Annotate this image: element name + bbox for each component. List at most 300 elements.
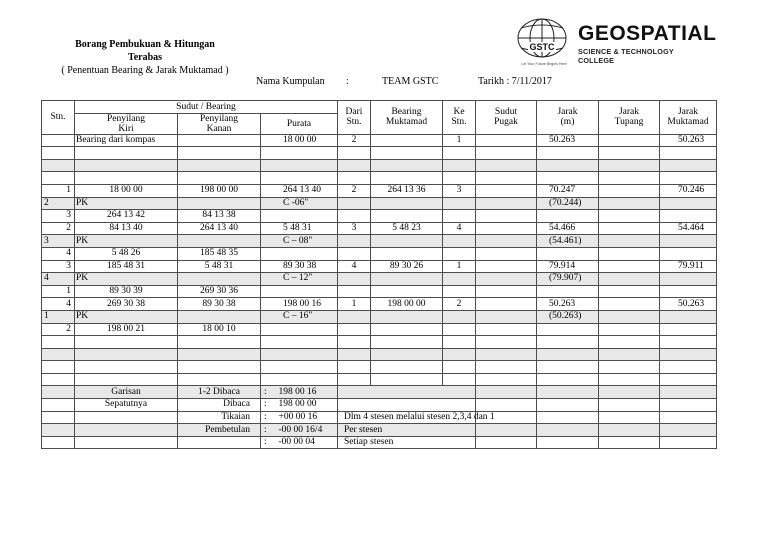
- cell-bearing-muktamad: 89 30 26: [371, 260, 443, 273]
- header-dari-stn: Dari Stn.: [338, 101, 371, 135]
- cell-penyilang-kiri: [75, 172, 178, 185]
- cell-sudut-pugak: [476, 310, 537, 323]
- table-row: [42, 260, 717, 273]
- table-row: [42, 147, 717, 160]
- cell-dari-stn: 3: [338, 222, 371, 235]
- header-ke-stn: Ke Stn.: [443, 101, 476, 135]
- cell-jarak: (54.461): [537, 235, 599, 248]
- cell-sudut-pugak: [476, 361, 537, 374]
- cell-jarak: 54.466: [537, 222, 599, 235]
- cell-bearing-muktamad: 5 48 23: [371, 222, 443, 235]
- cell-stn: 2: [42, 197, 75, 210]
- cell-penyilang-kanan: 89 30 38: [178, 298, 261, 311]
- cell-ke-stn: [443, 172, 476, 185]
- cell-bearing-muktamad: [371, 172, 443, 185]
- cell-sudut-pugak: [476, 298, 537, 311]
- cell-jarak-muktamad: [660, 247, 717, 260]
- summary-value: : 198 00 16: [261, 386, 338, 399]
- cell-ke-stn: 2: [443, 298, 476, 311]
- cell-penyilang-kiri: 89 30 39: [75, 285, 178, 298]
- summary-empty: [660, 436, 717, 449]
- cell-purata: [261, 336, 338, 349]
- cell-ke-stn: [443, 310, 476, 323]
- cell-jarak-muktamad: 79.911: [660, 260, 717, 273]
- cell-penyilang-kiri: 84 13 40: [75, 222, 178, 235]
- cell-purata: C – 08": [261, 235, 338, 248]
- header-bearing-muktamad: Bearing Muktamad: [371, 101, 443, 135]
- header-sudut-bearing: Sudut / Bearing: [75, 101, 338, 114]
- summary-row: [42, 399, 717, 412]
- cell-stn: 4: [42, 298, 75, 311]
- table-summary: [42, 386, 717, 449]
- table-row: [42, 348, 717, 361]
- cell-penyilang-kiri: PK: [75, 235, 178, 248]
- cell-penyilang-kanan: 198 00 00: [178, 184, 261, 197]
- summary-note: Setiap stesen: [338, 436, 476, 449]
- table-row: [42, 336, 717, 349]
- cell-stn: [42, 361, 75, 374]
- cell-sudut-pugak: [476, 184, 537, 197]
- cell-purata: 18 00 00: [261, 134, 338, 147]
- header-jarak-muktamad: Jarak Muktamad: [660, 101, 717, 135]
- cell-bearing-muktamad: [371, 323, 443, 336]
- college-logo: [512, 16, 717, 71]
- cell-penyilang-kanan: 269 30 36: [178, 285, 261, 298]
- cell-bearing-muktamad: [371, 134, 443, 147]
- cell-penyilang-kiri: PK: [75, 310, 178, 323]
- cell-penyilang-kanan: 185 48 35: [178, 247, 261, 260]
- cell-penyilang-kiri: 5 48 26: [75, 247, 178, 260]
- cell-purata: 198 00 16: [261, 298, 338, 311]
- cell-dari-stn: [338, 310, 371, 323]
- cell-ke-stn: [443, 247, 476, 260]
- group-label: Nama Kumpulan: [256, 76, 325, 87]
- cell-ke-stn: 1: [443, 260, 476, 273]
- cell-ke-stn: 1: [443, 134, 476, 147]
- cell-penyilang-kanan: 264 13 40: [178, 222, 261, 235]
- cell-jarak: [537, 285, 599, 298]
- cell-purata: C -06": [261, 197, 338, 210]
- cell-bearing-muktamad: [371, 197, 443, 210]
- cell-penyilang-kanan: [178, 336, 261, 349]
- cell-jarak-muktamad: [660, 361, 717, 374]
- cell-jarak: 50.263: [537, 134, 599, 147]
- summary-row: [42, 436, 717, 449]
- cell-jarak-tupang: [599, 159, 660, 172]
- cell-jarak-muktamad: 50.263: [660, 134, 717, 147]
- cell-penyilang-kiri: 18 00 00: [75, 184, 178, 197]
- cell-jarak: [537, 336, 599, 349]
- summary-label: Sepatutnya: [75, 399, 178, 412]
- cell-jarak-tupang: [599, 336, 660, 349]
- table-row: [42, 361, 717, 374]
- cell-jarak-muktamad: [660, 197, 717, 210]
- cell-dari-stn: [338, 348, 371, 361]
- summary-empty: [599, 399, 660, 412]
- summary-empty: [660, 399, 717, 412]
- cell-bearing-muktamad: [371, 235, 443, 248]
- cell-stn: 4: [42, 247, 75, 260]
- summary-value: : 198 00 00: [261, 399, 338, 412]
- table-row: [42, 172, 717, 185]
- table-row: [42, 184, 717, 197]
- cell-jarak-muktamad: [660, 373, 717, 386]
- summary-empty: [537, 411, 599, 424]
- cell-bearing-muktamad: [371, 159, 443, 172]
- summary-empty: [660, 424, 717, 437]
- cell-jarak-tupang: [599, 260, 660, 273]
- cell-jarak-tupang: [599, 361, 660, 374]
- cell-bearing-muktamad: [371, 147, 443, 160]
- cell-bearing-muktamad: [371, 336, 443, 349]
- cell-purata: C – 12": [261, 273, 338, 286]
- cell-penyilang-kiri: 185 48 31: [75, 260, 178, 273]
- table-row: [42, 298, 717, 311]
- summary-empty-stn: [42, 399, 75, 412]
- summary-empty: [599, 424, 660, 437]
- summary-empty: [660, 411, 717, 424]
- cell-jarak-tupang: [599, 310, 660, 323]
- cell-jarak: (79.907): [537, 273, 599, 286]
- cell-penyilang-kiri: PK: [75, 197, 178, 210]
- cell-jarak-muktamad: [660, 348, 717, 361]
- summary-label: [75, 436, 178, 449]
- cell-bearing-muktamad: [371, 273, 443, 286]
- cell-stn: [42, 373, 75, 386]
- summary-empty: [476, 436, 537, 449]
- table-row: [42, 159, 717, 172]
- header-sudut-pugak: Sudut Pugak: [476, 101, 537, 135]
- cell-jarak-muktamad: [660, 172, 717, 185]
- group-value: TEAM GSTC: [382, 76, 439, 87]
- cell-bearing-muktamad: 264 13 36: [371, 184, 443, 197]
- cell-jarak-muktamad: [660, 336, 717, 349]
- cell-jarak-tupang: [599, 184, 660, 197]
- summary-name: 1-2 Dibaca: [178, 386, 261, 399]
- cell-penyilang-kiri: [75, 361, 178, 374]
- cell-penyilang-kanan: 18 00 10: [178, 323, 261, 336]
- summary-label: Garisan: [75, 386, 178, 399]
- cell-ke-stn: 4: [443, 222, 476, 235]
- cell-stn: 3: [42, 235, 75, 248]
- cell-penyilang-kiri: [75, 373, 178, 386]
- cell-penyilang-kanan: [178, 134, 261, 147]
- header-jarak-tupang: Jarak Tupang: [599, 101, 660, 135]
- cell-jarak-tupang: [599, 373, 660, 386]
- cell-stn: 3: [42, 260, 75, 273]
- cell-purata: [261, 323, 338, 336]
- cell-jarak: [537, 172, 599, 185]
- cell-stn: 1: [42, 285, 75, 298]
- cell-penyilang-kanan: [178, 310, 261, 323]
- cell-dari-stn: [338, 336, 371, 349]
- cell-jarak-tupang: [599, 134, 660, 147]
- cell-stn: [42, 336, 75, 349]
- cell-sudut-pugak: [476, 197, 537, 210]
- cell-jarak: (70.244): [537, 197, 599, 210]
- cell-jarak-tupang: [599, 298, 660, 311]
- cell-penyilang-kiri: 198 00 21: [75, 323, 178, 336]
- summary-name: [178, 436, 261, 449]
- cell-penyilang-kanan: [178, 172, 261, 185]
- table-row: [42, 210, 717, 223]
- summary-note: [338, 399, 476, 412]
- cell-purata: 89 30 38: [261, 260, 338, 273]
- cell-dari-stn: [338, 197, 371, 210]
- summary-empty: [476, 399, 537, 412]
- table-body: [42, 134, 717, 386]
- cell-purata: [261, 285, 338, 298]
- cell-jarak-tupang: [599, 222, 660, 235]
- summary-value: : -00 00 04: [261, 436, 338, 449]
- cell-stn: 1: [42, 310, 75, 323]
- cell-dari-stn: [338, 247, 371, 260]
- cell-ke-stn: [443, 210, 476, 223]
- cell-penyilang-kanan: 84 13 38: [178, 210, 261, 223]
- cell-ke-stn: [443, 323, 476, 336]
- cell-ke-stn: [443, 147, 476, 160]
- cell-purata: C – 16": [261, 310, 338, 323]
- cell-stn: [42, 159, 75, 172]
- cell-dari-stn: [338, 285, 371, 298]
- table-row: [42, 134, 717, 147]
- summary-empty-stn: [42, 386, 75, 399]
- table-row: [42, 310, 717, 323]
- cell-purata: 264 13 40: [261, 184, 338, 197]
- summary-value: : +00 00 16: [261, 411, 338, 424]
- cell-bearing-muktamad: [371, 361, 443, 374]
- cell-stn: 1: [42, 184, 75, 197]
- cell-penyilang-kanan: [178, 373, 261, 386]
- cell-penyilang-kanan: [178, 197, 261, 210]
- cell-sudut-pugak: [476, 273, 537, 286]
- cell-penyilang-kiri: [75, 159, 178, 172]
- cell-sudut-pugak: [476, 373, 537, 386]
- cell-jarak-muktamad: [660, 147, 717, 160]
- cell-jarak-tupang: [599, 197, 660, 210]
- summary-empty: [599, 386, 660, 399]
- cell-penyilang-kanan: [178, 273, 261, 286]
- table-header: [42, 101, 717, 135]
- cell-sudut-pugak: [476, 285, 537, 298]
- summary-row: [42, 424, 717, 437]
- cell-ke-stn: [443, 197, 476, 210]
- cell-jarak: [537, 323, 599, 336]
- cell-purata: [261, 172, 338, 185]
- cell-penyilang-kanan: [178, 235, 261, 248]
- cell-purata: [261, 159, 338, 172]
- cell-jarak-tupang: [599, 323, 660, 336]
- cell-purata: [261, 147, 338, 160]
- cell-penyilang-kiri: 269 30 38: [75, 298, 178, 311]
- summary-name: Pembetulan: [178, 424, 261, 437]
- summary-empty: [537, 424, 599, 437]
- cell-ke-stn: [443, 348, 476, 361]
- table-row: [42, 373, 717, 386]
- cell-penyilang-kiri: [75, 147, 178, 160]
- cell-jarak: [537, 147, 599, 160]
- cell-penyilang-kanan: [178, 147, 261, 160]
- cell-purata: [261, 247, 338, 260]
- cell-jarak: [537, 361, 599, 374]
- cell-dari-stn: 1: [338, 298, 371, 311]
- cell-dari-stn: [338, 323, 371, 336]
- table-row: [42, 247, 717, 260]
- cell-purata: [261, 210, 338, 223]
- cell-dari-stn: [338, 373, 371, 386]
- cell-purata: 5 48 31: [261, 222, 338, 235]
- header-purata: Purata: [261, 113, 338, 134]
- cell-penyilang-kanan: [178, 159, 261, 172]
- cell-bearing-muktamad: [371, 373, 443, 386]
- cell-stn: 3: [42, 210, 75, 223]
- cell-dari-stn: 4: [338, 260, 371, 273]
- cell-dari-stn: [338, 159, 371, 172]
- cell-purata: [261, 373, 338, 386]
- cell-jarak-muktamad: [660, 285, 717, 298]
- cell-dari-stn: [338, 210, 371, 223]
- cell-penyilang-kiri: [75, 348, 178, 361]
- cell-jarak: (50.263): [537, 310, 599, 323]
- summary-value: : -00 00 16/4: [261, 424, 338, 437]
- summary-row: [42, 386, 717, 399]
- cell-penyilang-kiri: [75, 336, 178, 349]
- logo-brand: GEOSPATIAL: [578, 22, 717, 45]
- cell-penyilang-kiri: 264 13 42: [75, 210, 178, 223]
- cell-penyilang-kiri: PK: [75, 273, 178, 286]
- globe-emblem-icon: [512, 16, 576, 62]
- cell-jarak-muktamad: 54.464: [660, 222, 717, 235]
- cell-jarak-muktamad: [660, 273, 717, 286]
- summary-empty-stn: [42, 424, 75, 437]
- cell-sudut-pugak: [476, 172, 537, 185]
- cell-dari-stn: 2: [338, 184, 371, 197]
- summary-empty: [537, 436, 599, 449]
- cell-jarak-muktamad: 50.263: [660, 298, 717, 311]
- traverse-table: [41, 100, 717, 449]
- group-separator: :: [346, 76, 349, 87]
- header-penyilang-kanan: Penyilang Kanan: [178, 113, 261, 134]
- cell-dari-stn: [338, 235, 371, 248]
- header-jarak-m: Jarak (m): [537, 101, 599, 135]
- cell-sudut-pugak: [476, 134, 537, 147]
- summary-note: [338, 386, 476, 399]
- header-stn: Stn.: [42, 101, 75, 135]
- cell-jarak-muktamad: [660, 323, 717, 336]
- cell-stn: [42, 172, 75, 185]
- cell-stn: 4: [42, 273, 75, 286]
- cell-bearing-muktamad: [371, 247, 443, 260]
- cell-jarak-muktamad: [660, 310, 717, 323]
- cell-jarak-tupang: [599, 273, 660, 286]
- cell-purata: [261, 348, 338, 361]
- cell-sudut-pugak: [476, 348, 537, 361]
- summary-label: [75, 424, 178, 437]
- cell-sudut-pugak: [476, 247, 537, 260]
- cell-stn: [42, 147, 75, 160]
- cell-penyilang-kanan: [178, 348, 261, 361]
- summary-note: Dlm 4 stesen melalui stesen 2,3,4 dan 1: [338, 411, 476, 424]
- cell-dari-stn: 2: [338, 134, 371, 147]
- cell-dari-stn: [338, 172, 371, 185]
- form-title-line2: Terabas: [127, 52, 163, 63]
- cell-dari-stn: [338, 361, 371, 374]
- table-row: [42, 285, 717, 298]
- table-row: [42, 273, 717, 286]
- cell-jarak: [537, 247, 599, 260]
- table-row: [42, 323, 717, 336]
- cell-bearing-muktamad: 198 00 00: [371, 298, 443, 311]
- table-row: [42, 235, 717, 248]
- cell-sudut-pugak: [476, 260, 537, 273]
- cell-jarak-tupang: [599, 247, 660, 260]
- cell-penyilang-kanan: [178, 361, 261, 374]
- summary-empty: [537, 399, 599, 412]
- cell-ke-stn: [443, 361, 476, 374]
- cell-jarak-tupang: [599, 147, 660, 160]
- cell-ke-stn: [443, 285, 476, 298]
- emblem-text: GSTC: [529, 42, 555, 52]
- summary-name: Dibaca: [178, 399, 261, 412]
- logo-tagline: Let Your Future Begins Here: [521, 62, 567, 66]
- cell-ke-stn: [443, 235, 476, 248]
- cell-jarak: [537, 210, 599, 223]
- cell-jarak-muktamad: [660, 210, 717, 223]
- cell-dari-stn: [338, 147, 371, 160]
- form-title-line1: Borang Pembukuan & Hitungan: [75, 39, 215, 50]
- date-text: Tarikh : 7/11/2017: [478, 76, 552, 87]
- cell-jarak: [537, 373, 599, 386]
- cell-penyilang-kanan: 5 48 31: [178, 260, 261, 273]
- logo-subtitle: SCIENCE & TECHNOLOGY COLLEGE: [578, 47, 674, 65]
- table-row: [42, 197, 717, 210]
- cell-jarak: 70.247: [537, 184, 599, 197]
- cell-jarak: 79.914: [537, 260, 599, 273]
- cell-ke-stn: [443, 273, 476, 286]
- cell-jarak: [537, 348, 599, 361]
- table-row: [42, 222, 717, 235]
- cell-sudut-pugak: [476, 210, 537, 223]
- cell-bearing-muktamad: [371, 285, 443, 298]
- cell-jarak-muktamad: [660, 235, 717, 248]
- cell-stn: 2: [42, 323, 75, 336]
- cell-purata: [261, 361, 338, 374]
- cell-jarak-tupang: [599, 210, 660, 223]
- cell-bearing-muktamad: [371, 310, 443, 323]
- cell-ke-stn: [443, 373, 476, 386]
- cell-sudut-pugak: [476, 323, 537, 336]
- cell-jarak-tupang: [599, 235, 660, 248]
- summary-note: Per stesen: [338, 424, 476, 437]
- cell-stn: 2: [42, 222, 75, 235]
- cell-jarak: 50.263: [537, 298, 599, 311]
- cell-jarak-muktamad: [660, 159, 717, 172]
- cell-jarak-tupang: [599, 172, 660, 185]
- cell-sudut-pugak: [476, 235, 537, 248]
- summary-empty: [599, 436, 660, 449]
- form-title: [40, 38, 250, 77]
- cell-dari-stn: [338, 273, 371, 286]
- cell-jarak-muktamad: 70.246: [660, 184, 717, 197]
- summary-empty: [537, 386, 599, 399]
- cell-bearing-muktamad: [371, 210, 443, 223]
- cell-jarak: [537, 159, 599, 172]
- cell-sudut-pugak: [476, 336, 537, 349]
- cell-ke-stn: [443, 336, 476, 349]
- cell-jarak-tupang: [599, 285, 660, 298]
- form-title-line3: ( Penentuan Bearing & Jarak Muktamad ): [61, 65, 229, 76]
- summary-label: [75, 411, 178, 424]
